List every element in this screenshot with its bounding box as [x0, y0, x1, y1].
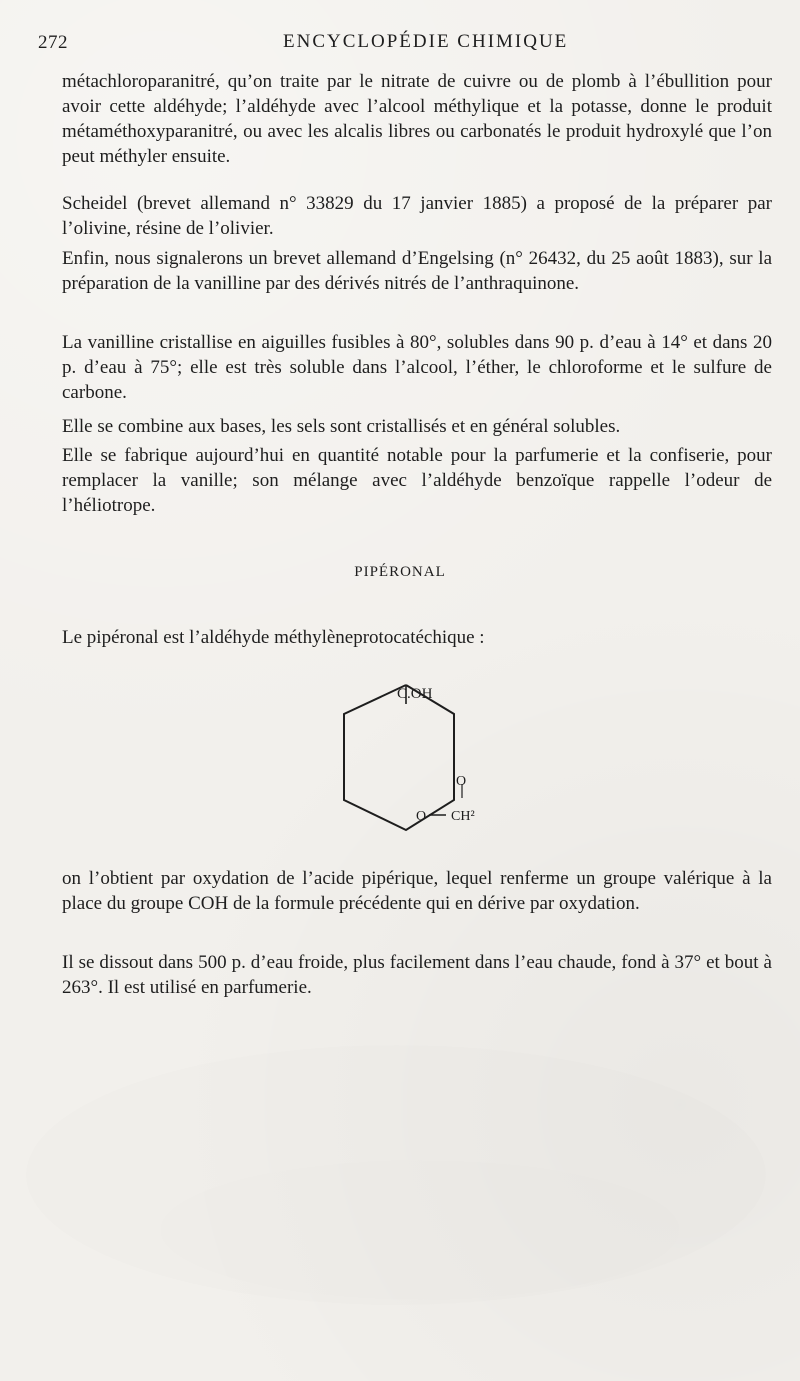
running-head: ENCYCLOPÉDIE CHIMIQUE: [283, 31, 569, 52]
paragraph: Elle se fabrique aujourd’hui en quantité notable pour la parfumerie et la confiserie, pour remplacer la vanille; son mélange avec l’aldéhyde benzoïque rappelle l’odeur de l’héliotrope.: [62, 445, 772, 516]
paragraph: métachloroparanitré, qu’on traite par le nitrate de cuivre ou de plomb à l’ébullition pour avoir cette aldéhyde; l’aldéhyde avec l’alcool méthylique et la potasse, donne le produit métaméthoxyparanitré, ou avec les alcalis libres ou carbonatés le produit hydroxylé que l’on peut méthyler ensuite.: [62, 71, 772, 167]
piperonal-formula: [334, 680, 524, 845]
paragraph: Le pipéronal est l’aldéhyde méthylèneprotocatéchique :: [62, 627, 485, 648]
paragraph: Elle se combine aux bases, les sels sont cristallisés et en général solubles.: [62, 416, 621, 437]
section-title: PIPÉRONAL: [354, 564, 446, 580]
aldehyde-label: C.OH: [397, 686, 433, 702]
paragraph: La vanilline cristallise en aiguilles fusibles à 80°, solubles dans 90 p. d’eau à 14° et dans 20 p. d’eau à 75°; elle est très soluble dans l’alcool, l’éther, le chloroforme et le sulfure de carbone.: [62, 332, 772, 403]
methylene-label: CH²: [451, 809, 475, 824]
paragraph: Enfin, nous signalerons un brevet allemand d’Engelsing (n° 26432, du 25 août 1883), sur la préparation de la vanilline par des dérivés nitrés de l’anthraquinone.: [62, 248, 772, 294]
oxygen-label-upper: O: [456, 774, 467, 789]
paragraph: on l’obtient par oxydation de l’acide pipérique, lequel renferme un groupe valérique à la place du groupe COH de la formule précédente qui en dérive par oxydation.: [62, 868, 772, 914]
piperonal-structure-diagram: [334, 680, 524, 845]
page-number: 272: [38, 32, 68, 53]
paragraph: Il se dissout dans 500 p. d’eau froide, plus facilement dans l’eau chaude, fond à 37° et bout à 263°. Il est utilisé en parfumerie.: [62, 952, 772, 998]
page-header: [38, 28, 778, 62]
paragraph: Scheidel (brevet allemand n° 33829 du 17 janvier 1885) a proposé de la préparer par l’olivine, résine de l’olivier.: [62, 193, 772, 239]
paper-stain: [160, 1160, 680, 1300]
oxygen-label-lower: O: [416, 809, 427, 824]
benzene-ring: [344, 685, 454, 830]
